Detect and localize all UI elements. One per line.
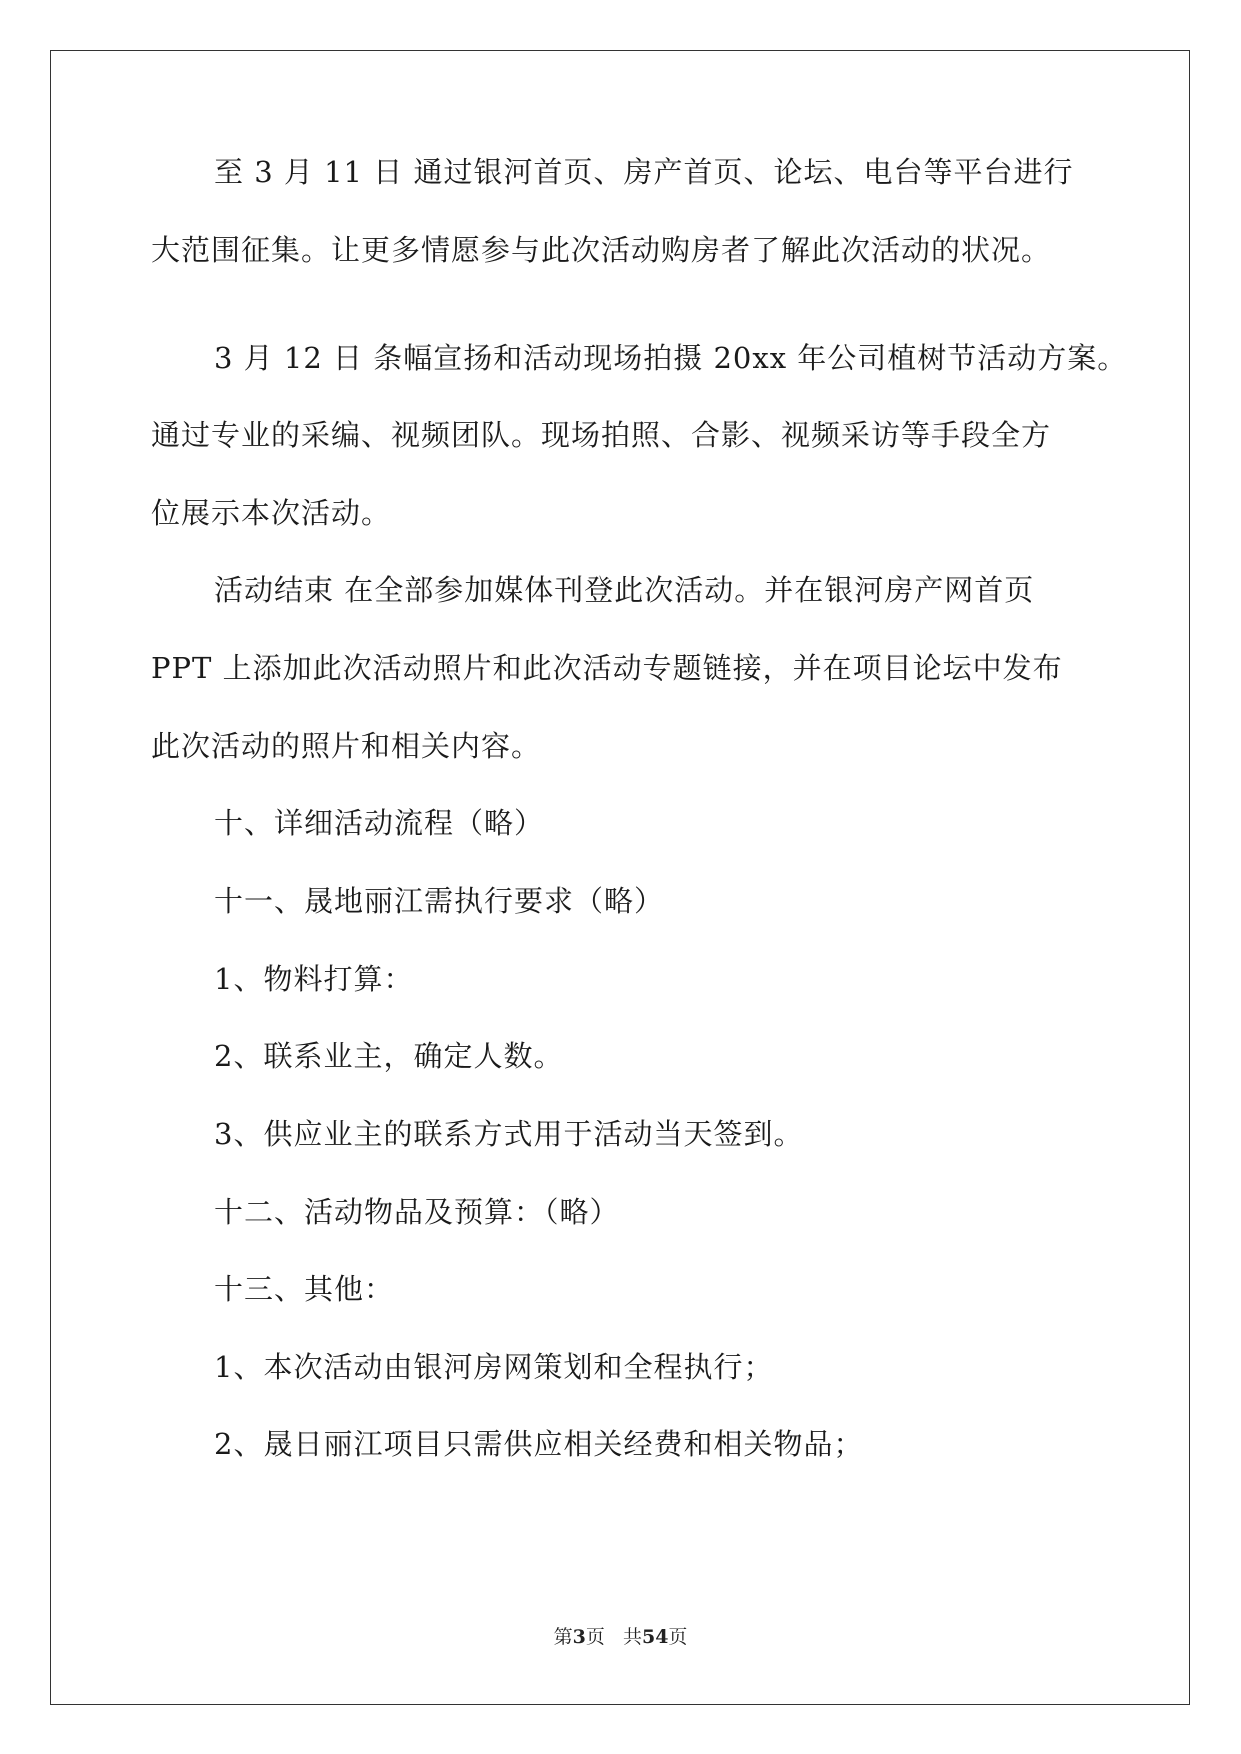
total-page-count: 54: [641, 1626, 669, 1648]
section-heading: 十三、其他：: [214, 1272, 395, 1306]
list-item: 1、物料打算：: [214, 962, 414, 996]
paragraph-line: 3 月 12 日 条幅宣扬和活动现场拍摄 20xx 年公司植树节活动方案。: [214, 341, 1128, 375]
paragraph-line: 此次活动的照片和相关内容。: [151, 729, 542, 763]
paragraph-line: 位展示本次活动。: [151, 496, 392, 530]
list-item: 2、联系业主，确定人数。: [214, 1039, 564, 1073]
paragraph-line: 大范围征集。让更多情愿参与此次活动购房者了解此次活动的状况。: [151, 233, 1052, 267]
footer-total-suffix: 页: [668, 1626, 688, 1648]
footer-page-suffix: 页: [585, 1626, 605, 1648]
page-footer: [0, 1625, 1241, 1649]
paragraph-line: 通过专业的采编、视频团队。现场拍照、合影、视频采访等手段全方: [151, 418, 1052, 452]
section-heading: 十、详细活动流程（略）: [214, 806, 545, 840]
section-heading: 十二、活动物品及预算：（略）: [214, 1195, 620, 1229]
section-heading: 十一、晟地丽江需执行要求（略）: [214, 884, 665, 918]
list-item: 1、本次活动由银河房网策划和全程执行；: [214, 1350, 774, 1384]
list-item: 3、供应业主的联系方式用于活动当天签到。: [214, 1117, 804, 1151]
list-item: 2、晟日丽江项目只需供应相关经费和相关物品；: [214, 1427, 864, 1461]
footer-total-prefix: 共: [622, 1626, 642, 1648]
paragraph-line: 至 3 月 11 日 通过银河首页、房产首页、论坛、电台等平台进行: [214, 155, 1074, 189]
current-page-number: 3: [572, 1626, 586, 1648]
footer-prefix: 第: [553, 1626, 573, 1648]
paragraph-line: PPT 上添加此次活动照片和此次活动专题链接，并在项目论坛中发布: [151, 651, 1063, 685]
paragraph-line: 活动结束 在全部参加媒体刊登此次活动。并在银河房产网首页: [214, 573, 1035, 607]
